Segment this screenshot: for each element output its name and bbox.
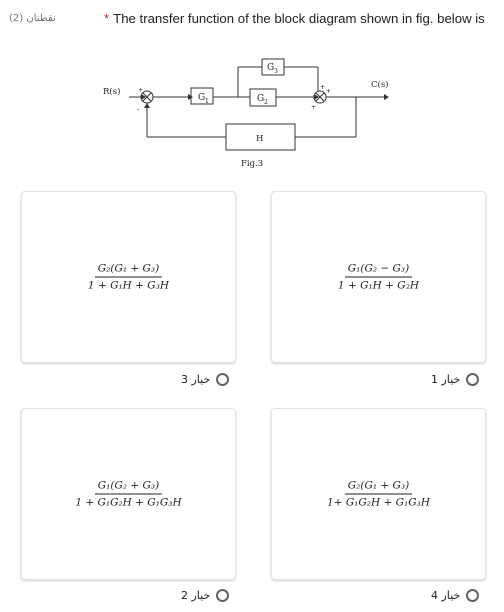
block-h-label: H (256, 134, 264, 144)
svg-text:+: + (311, 104, 317, 111)
formula-numerator: G₂(G₁ + G₃) (95, 263, 162, 278)
option-card-3[interactable] (21, 191, 236, 363)
figure-caption: Fig.3 (241, 159, 264, 169)
formula-numerator: G₁(G₂ + G₃) (95, 480, 162, 495)
output-label: C(s) (371, 80, 389, 90)
option-2-radio[interactable] (216, 589, 229, 602)
formula-denominator: 1 + G₁H + G₂H (337, 279, 420, 292)
formula-numerator: G₁(G₂ − G₃) (345, 263, 412, 278)
formula (272, 480, 485, 509)
block-g2-subscript: 2 (264, 99, 268, 106)
svg-text:+: + (320, 84, 326, 91)
option-1-label: خيار 1 (431, 372, 461, 386)
block-g1-subscript: 1 (205, 98, 209, 105)
block-g3-label: G (267, 63, 275, 73)
option-3-choice[interactable] (181, 371, 229, 387)
block-g1-label: G (198, 93, 206, 103)
option-4-radio[interactable] (466, 589, 479, 602)
option-3-radio[interactable] (216, 373, 229, 386)
formula-denominator: 1 + G₁H + G₃H (87, 279, 170, 292)
option-card-2[interactable] (21, 408, 236, 580)
option-4-choice[interactable] (431, 587, 479, 603)
points-label: (2) نقطتان (9, 13, 56, 24)
svg-text:+: + (326, 88, 332, 95)
formula-denominator: 1+ G₁G₂H + G₁G₃H (327, 496, 430, 509)
formula (22, 480, 235, 509)
option-2-choice[interactable] (181, 587, 229, 603)
option-1-radio[interactable] (466, 373, 479, 386)
formula-numerator: G₂(G₁ + G₃) (345, 480, 412, 495)
block-g3-subscript: 3 (274, 68, 278, 75)
block-g2-label: G (257, 94, 265, 104)
block-diagram-figure (98, 45, 398, 175)
required-asterisk: * (104, 11, 110, 26)
option-card-4[interactable] (271, 408, 486, 580)
option-1-choice[interactable] (431, 371, 479, 387)
svg-text:-: - (137, 106, 140, 114)
option-4-label: خيار 4 (431, 588, 461, 602)
question-text (104, 11, 485, 26)
question-label: The transfer function of the block diagram shown in fig. below is (113, 11, 485, 26)
formula-denominator: 1 + G₁G₂H + G₁G₃H (75, 496, 182, 509)
option-2-label: خيار 2 (181, 588, 211, 602)
formula (272, 263, 485, 292)
option-3-label: خيار 3 (181, 372, 211, 386)
formula (22, 263, 235, 292)
option-card-1[interactable] (271, 191, 486, 363)
svg-text:+: + (138, 87, 144, 94)
input-label: R(s) (103, 87, 121, 97)
